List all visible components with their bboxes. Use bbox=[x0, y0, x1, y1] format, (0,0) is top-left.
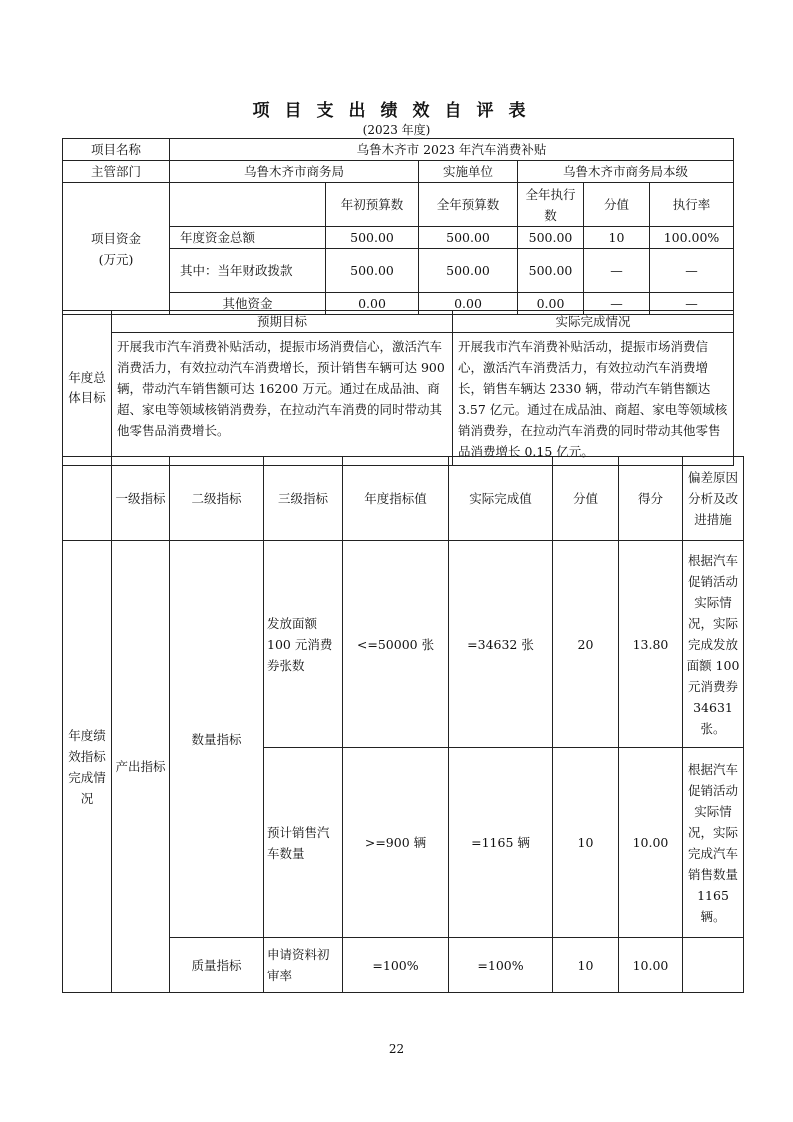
funds-label: 项目资金 bbox=[90, 230, 141, 246]
header-level2: 二级指标 bbox=[170, 457, 264, 541]
funds-row-label: 其他资金 bbox=[170, 293, 326, 315]
header-level1: 一级指标 bbox=[112, 457, 170, 541]
impl-value: 乌鲁木齐市商务局本级 bbox=[518, 161, 734, 183]
funds-header-score: 分值 bbox=[584, 183, 650, 227]
indicator-row bbox=[63, 541, 744, 748]
target-value: >=900 辆 bbox=[343, 748, 449, 938]
funds-header-empty bbox=[170, 183, 326, 227]
actual-text: 开展我市汽车消费补贴活动，提振市场消费信心，激活汽车消费活力，有效拉动汽车消费增长，销售车辆达 2330 辆，带动汽车销售额达 3.57 亿元。通过在成品油、商超、家电等领域核销消费券，在拉动汽车消费的同时带动其他零售品消费增长 0.15 亿元。 bbox=[453, 333, 734, 466]
got-value: 10.00 bbox=[619, 748, 683, 938]
funds-cell: — bbox=[650, 249, 734, 293]
funds-cell: — bbox=[650, 293, 734, 315]
indicators-header-row bbox=[63, 457, 744, 541]
indicators-table bbox=[62, 456, 744, 993]
impl-label: 实施单位 bbox=[419, 161, 518, 183]
dept-label: 主管部门 bbox=[63, 161, 170, 183]
level3-label: 发放面额 100 元消费券张数 bbox=[264, 541, 343, 748]
actual-label: 实际完成情况 bbox=[453, 311, 734, 333]
funds-row-label: 年度资金总额 bbox=[170, 227, 326, 249]
document-title: 项目支出绩效自评表 bbox=[252, 101, 541, 121]
got-value: 10.00 bbox=[619, 938, 683, 993]
funds-cell: — bbox=[584, 293, 650, 315]
funds-cell: 100.00% bbox=[650, 227, 734, 249]
dept-value: 乌鲁木齐市商务局 bbox=[170, 161, 419, 183]
note-value: 根据汽车促销活动实际情况，实际完成汽车销售数量 1165 辆。 bbox=[683, 748, 744, 938]
note-value: 根据汽车促销活动实际情况，实际完成发放面额 100 元消费券 34631 张。 bbox=[683, 541, 744, 748]
funds-cell: 10 bbox=[584, 227, 650, 249]
header-score: 分值 bbox=[553, 457, 619, 541]
funds-cell: 500.00 bbox=[326, 227, 419, 249]
got-value: 13.80 bbox=[619, 541, 683, 748]
level2-label: 质量指标 bbox=[170, 938, 264, 993]
funds-cell: 500.00 bbox=[326, 249, 419, 293]
target-value: =100% bbox=[343, 938, 449, 993]
level1-label: 产出指标 bbox=[112, 541, 170, 993]
score-value: 10 bbox=[553, 938, 619, 993]
funds-cell: 0.00 bbox=[326, 293, 419, 315]
funds-row-label: 其中：当年财政拨款 bbox=[170, 249, 326, 293]
indicators-section-label: 年度绩效指标完成情况 bbox=[63, 541, 112, 993]
level3-label: 预计销售汽车数量 bbox=[264, 748, 343, 938]
goals-section-label: 年度总体目标 bbox=[63, 311, 112, 466]
indicators-header-empty bbox=[63, 457, 112, 541]
page-number: 22 bbox=[388, 1042, 405, 1056]
header-actual: 实际完成值 bbox=[449, 457, 553, 541]
project-info-table bbox=[62, 138, 734, 315]
funds-header-initial: 年初预算数 bbox=[326, 183, 419, 227]
header-got: 得分 bbox=[619, 457, 683, 541]
level3-label: 申请资料初审率 bbox=[264, 938, 343, 993]
funds-section-label bbox=[63, 183, 170, 315]
level2-label: 数量指标 bbox=[170, 541, 264, 938]
project-name-label: 项目名称 bbox=[63, 139, 170, 161]
funds-cell: 500.00 bbox=[518, 227, 584, 249]
funds-cell: 500.00 bbox=[419, 227, 518, 249]
expected-label: 预期目标 bbox=[112, 311, 453, 333]
actual-value: =34632 张 bbox=[449, 541, 553, 748]
actual-value: =1165 辆 bbox=[449, 748, 553, 938]
funds-cell: — bbox=[584, 249, 650, 293]
target-value: <=50000 张 bbox=[343, 541, 449, 748]
score-value: 20 bbox=[553, 541, 619, 748]
funds-header-rate: 执行率 bbox=[650, 183, 734, 227]
expected-text: 开展我市汽车消费补贴活动，提振市场消费信心，激活汽车消费活力，有效拉动汽车消费增长，预计销售车辆可达 900 辆，带动汽车销售额可达 16200 万元。通过在成品油、商超、家电等领域核销消费券，在拉动汽车消费的同时带动其他零售品消费增长。 bbox=[112, 333, 453, 466]
header-target: 年度指标值 bbox=[343, 457, 449, 541]
funds-header-annual: 全年预算数 bbox=[419, 183, 518, 227]
header-note: 偏差原因分析及改进措施 bbox=[683, 457, 744, 541]
actual-value: =100% bbox=[449, 938, 553, 993]
note-value bbox=[683, 938, 744, 993]
funds-cell: 500.00 bbox=[419, 249, 518, 293]
funds-cell: 0.00 bbox=[419, 293, 518, 315]
project-name-value: 乌鲁木齐市 2023 年汽车消费补贴 bbox=[170, 139, 734, 161]
header-level3: 三级指标 bbox=[264, 457, 343, 541]
goals-table bbox=[62, 310, 734, 466]
document-year: (2023 年度) bbox=[362, 123, 431, 137]
funds-header-executed: 全年执行数 bbox=[518, 183, 584, 227]
score-value: 10 bbox=[553, 748, 619, 938]
funds-cell: 0.00 bbox=[518, 293, 584, 315]
funds-unit: (万元) bbox=[98, 251, 134, 267]
funds-cell: 500.00 bbox=[518, 249, 584, 293]
